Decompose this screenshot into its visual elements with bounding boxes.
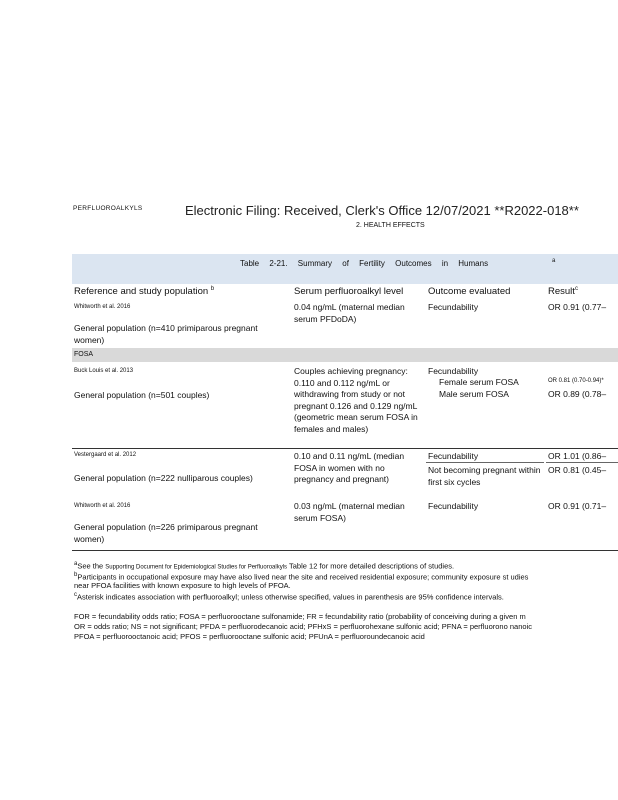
section-band-fosa <box>72 348 618 362</box>
row-divider <box>72 448 618 449</box>
table-row-population: General population (n=501 couples) <box>74 390 210 400</box>
table-row-population: General population (n=222 nulliparous couples) <box>74 473 253 483</box>
running-header: PERFLUOROALKYLS <box>73 205 143 212</box>
table-row-serum: 0.10 and 0.11 ng/mL (median FOSA in women with no pregnancy and pregnant) <box>294 451 405 484</box>
table-row-reference: Vestergaard et al. 2012 <box>74 452 137 458</box>
table-row-result: OR 0.91 (0.77– <box>548 302 607 312</box>
abbreviations-line-2: OR = odds ratio; NS = not significant; PFDA = perfluorodecanoic acid; PFHxS = perfluorohexane sulfonic acid; PFNA = perfluorono nanoic <box>74 622 532 631</box>
table-row-reference: Whitworth et al. 2016 <box>74 304 131 310</box>
section-header: 2. HEALTH EFFECTS <box>356 222 425 229</box>
table-row-outcome: Fecundability <box>428 501 479 511</box>
column-header-reference: Reference and study population $^b$ <box>74 286 215 298</box>
table-row-outcome-male: Male serum FOSA <box>439 389 509 399</box>
table-row-population: General population (n=410 primiparous pregnant women) <box>74 323 258 345</box>
footnote-c: $^c$Asterisk indicates association with perfluoroalkyl; unless otherwise specified, values in parenthesis are 95% confidence intervals. <box>74 592 504 602</box>
table-bottom-rule <box>72 550 618 551</box>
table-row-reference: Whitworth et al. 2016 <box>74 503 131 509</box>
abbreviations-line-1: FOR = fecundability odds ratio; FOSA = perfluorooctane sulfonamide; FR = fecundability ratio (probability of conceiving during a given m <box>74 612 526 621</box>
table-row-result: OR 1.01 (0.86– <box>548 451 607 461</box>
footnote-b-continued: near PFOA facilities with known exposure to high levels of PFOA. <box>74 581 291 590</box>
table-row-result: OR 0.81 (0.45– <box>548 465 607 475</box>
table-row-result: OR 0.91 (0.71– <box>548 501 607 511</box>
table-row-outcome-female: Female serum FOSA <box>439 377 519 387</box>
footnote-a: $^a$See the Supporting Document for Epidemiological Studies for Perfluoroalkyls Table 12 for more detailed descriptions of studies. <box>74 561 455 571</box>
table-row-outcome: Fecundability <box>428 302 479 312</box>
table-row-outcome: Fecundability <box>428 451 479 461</box>
table-row-reference: Buck Louis et al. 2013 <box>74 368 134 374</box>
table-row-result-female: OR 0.81 (0.70-0.94)* <box>548 378 604 384</box>
column-header-result: Result$^c$ <box>548 286 578 298</box>
cell-divider <box>546 462 618 463</box>
filing-stamp-title: Electronic Filing: Received, Clerk's Office 12/07/2021 **R2022-018** <box>185 203 579 218</box>
table-row-result-male: OR 0.89 (0.78– <box>548 389 607 399</box>
footnote-b: $^b$Participants in occupational exposure may have also lived near the site and received residential exposure; community exposure st udies <box>74 572 529 582</box>
caption-footnote-marker: a <box>552 258 556 264</box>
column-header-serum: Serum perfluoroalkyl level <box>294 286 404 297</box>
cell-divider <box>426 462 544 463</box>
table-caption: Table 2-21. Summary of Fertility Outcomes in Humans <box>240 259 489 268</box>
table-row-outcome: Fecundability <box>428 366 479 376</box>
table-row-outcome: Not becoming pregnant within first six cycles <box>428 465 541 487</box>
table-row-serum: 0.03 ng/mL (maternal median serum FOSA) <box>294 501 405 523</box>
table-row-serum: 0.04 ng/mL (maternal median serum PFDoDA) <box>294 302 405 324</box>
table-row-serum: Couples achieving pregnancy: 0.110 and 0.112 ng/mL or withdrawing from study or not pregnant 0.126 and 0.129 ng/mL (geometric mean serum FOSA in females and males) <box>294 366 418 434</box>
abbreviations-line-3: PFOA = perfluorooctanoic acid; PFOS = perfluorooctane sulfonic acid; PFUnA = perfluoroundecanoic acid <box>74 632 425 641</box>
table-row-population: General population (n=226 primiparous pregnant women) <box>74 522 258 544</box>
column-header-outcome: Outcome evaluated <box>428 286 511 297</box>
section-label-fosa: FOSA <box>74 351 94 358</box>
